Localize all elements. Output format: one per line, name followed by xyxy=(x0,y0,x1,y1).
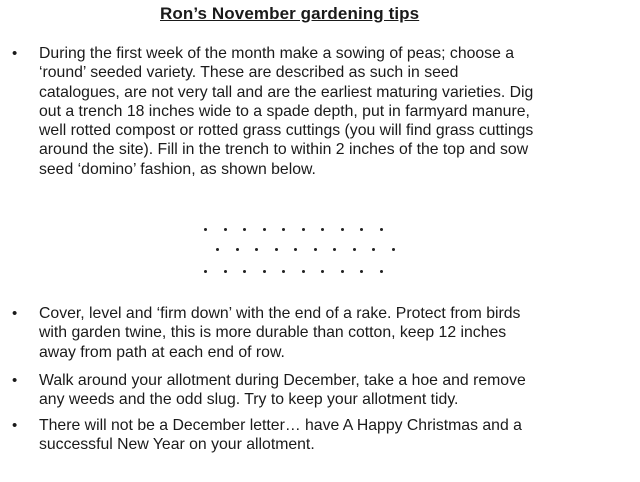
page-title: Ron’s November gardening tips xyxy=(160,4,420,23)
seed-dot xyxy=(216,248,219,251)
seed-dot xyxy=(255,248,258,251)
seed-dot xyxy=(333,248,336,251)
seed-dot xyxy=(380,228,383,231)
seed-dot xyxy=(353,248,356,251)
tip-1-line: catalogues, are not very tall and are the earliest maturing varieties. Dig xyxy=(39,83,534,101)
seed-dot xyxy=(204,270,207,273)
seed-dot xyxy=(341,270,344,273)
seed-dot xyxy=(243,228,246,231)
tip-3-line: Walk around your allotment during December, take a hoe and remove xyxy=(39,372,526,389)
tip-1-line: During the first week of the month make a sowing of peas; choose a xyxy=(39,45,515,62)
tip-4 xyxy=(10,416,622,455)
tip-2-line: away from path at each end of row. xyxy=(39,343,285,361)
domino-sowing-diagram xyxy=(0,218,640,278)
seed-dot xyxy=(224,270,227,273)
seed-dot xyxy=(360,270,363,273)
seed-dot xyxy=(314,248,317,251)
tip-3 xyxy=(10,371,622,410)
tip-2-line: Cover, level and ‘firm down’ with the end of a rake. Protect from birds xyxy=(39,305,521,322)
tip-4-text xyxy=(39,416,622,455)
tip-3-text xyxy=(39,371,622,410)
tip-4-line: successful New Year on your allotment. xyxy=(39,436,315,454)
tip-1 xyxy=(10,44,622,179)
tip-1-line: around the site). Fill in the trench to within 2 inches of the top and sow xyxy=(39,141,529,159)
seed-dot xyxy=(321,228,324,231)
seed-dot xyxy=(282,270,285,273)
seed-dot xyxy=(302,228,305,231)
seed-dot xyxy=(380,270,383,273)
tip-4-line: There will not be a December letter… have A Happy Christmas and a xyxy=(39,417,522,434)
tip-1-line: out a trench 18 inches wide to a spade depth, put in farmyard manure, xyxy=(39,102,530,120)
seed-dot xyxy=(275,248,278,251)
tip-1-line: well rotted compost or rotted grass cuttings (you will find grass cuttings xyxy=(39,122,534,140)
tip-2-text xyxy=(39,304,622,362)
seed-dot xyxy=(341,228,344,231)
seed-dot xyxy=(224,228,227,231)
seed-dot xyxy=(294,248,297,251)
bullet-marker: • xyxy=(12,45,18,62)
seed-dot xyxy=(372,248,375,251)
seed-dot xyxy=(282,228,285,231)
seed-dot xyxy=(263,228,266,231)
tip-1-line: ‘round’ seeded variety. These are described as such in seed xyxy=(39,64,459,82)
seed-dot xyxy=(392,248,395,251)
tip-1-line: seed ‘domino’ fashion, as shown below. xyxy=(39,160,316,178)
seed-dot xyxy=(360,228,363,231)
tip-2-line: with garden twine, this is more durable than cotton, keep 12 inches xyxy=(39,324,507,342)
bullet-marker: • xyxy=(12,372,18,389)
seed-dot xyxy=(302,270,305,273)
tip-2 xyxy=(10,304,622,362)
seed-dot xyxy=(243,270,246,273)
seed-dot xyxy=(236,248,239,251)
seed-dot xyxy=(204,228,207,231)
seed-dot xyxy=(321,270,324,273)
seed-dot xyxy=(263,270,266,273)
bullet-marker: • xyxy=(12,417,18,434)
bullet-marker: • xyxy=(12,305,18,322)
tip-1-text xyxy=(39,44,622,179)
tip-3-line: any weeds and the odd slug. Try to keep your allotment tidy. xyxy=(39,391,459,409)
